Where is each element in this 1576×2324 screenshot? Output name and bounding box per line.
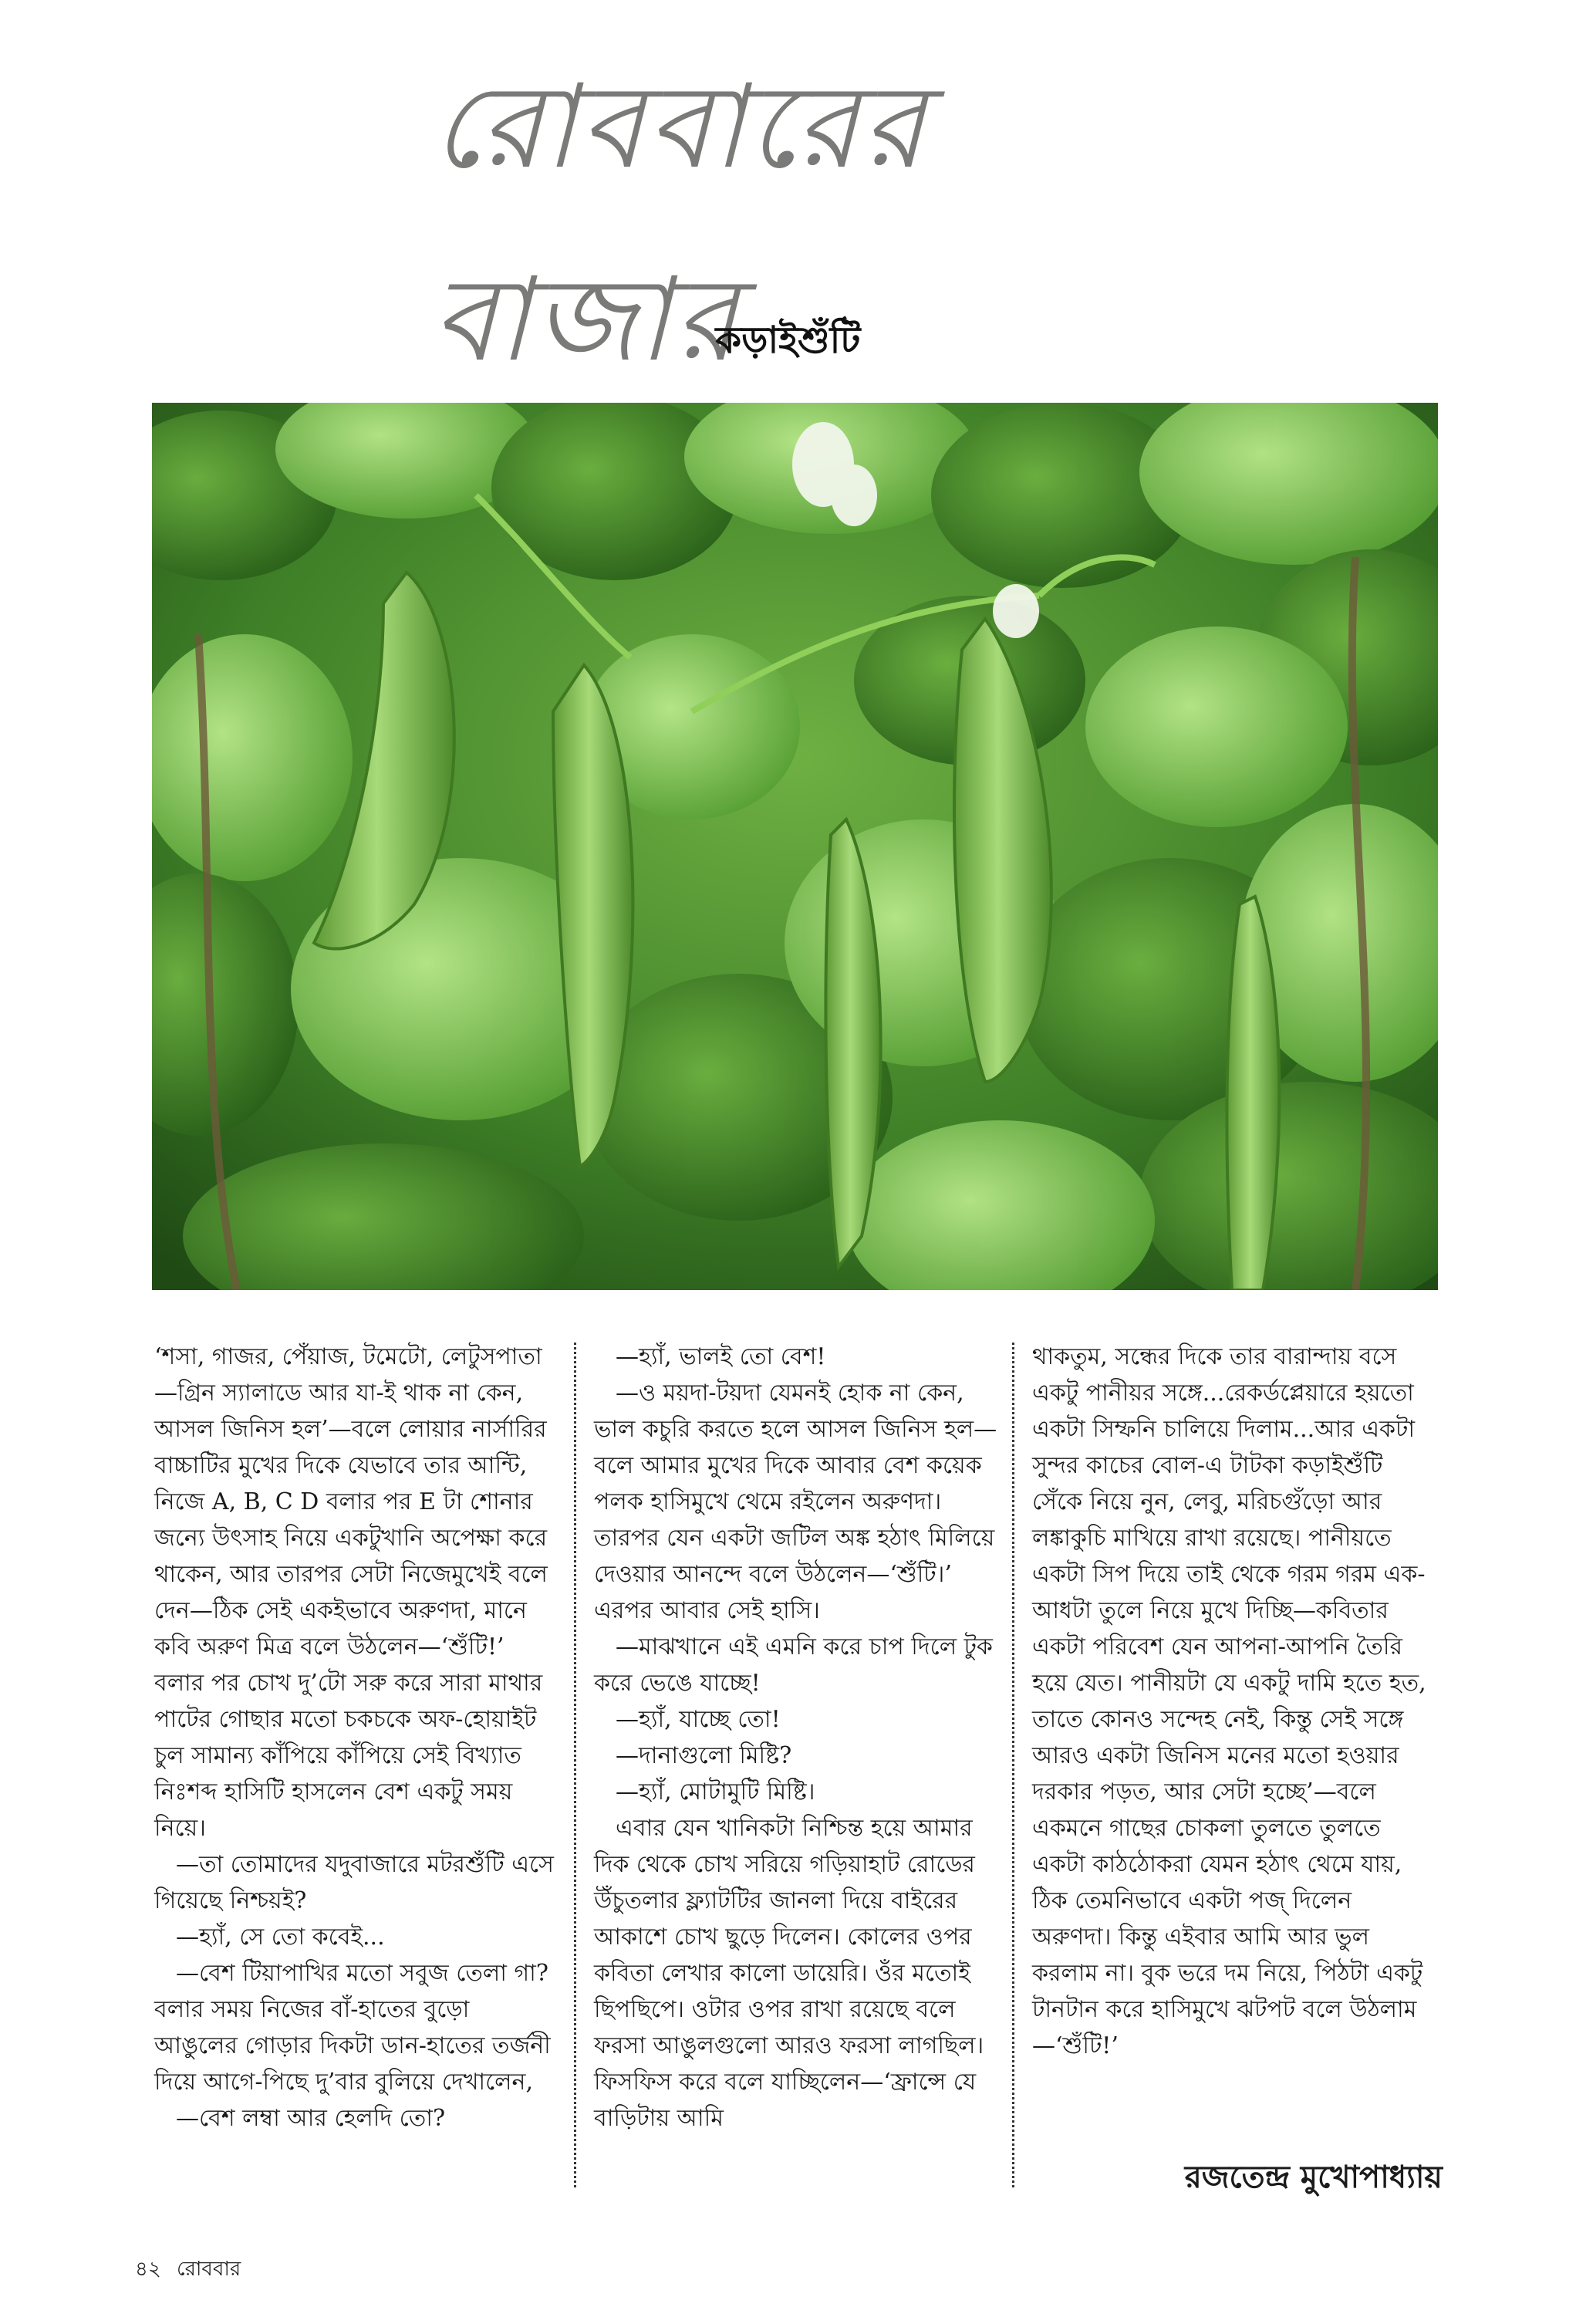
article-subtitle: কড়াইশুঁটি <box>715 319 861 362</box>
page-footer <box>135 2253 241 2287</box>
article-column-1 <box>154 1339 559 2137</box>
article-column-3 <box>1032 1339 1437 2064</box>
paragraph: —ও ময়দা-টয়দা যেমনই হোক না কেন, ভাল কচুরি করতে হলে আসল জিনিস হল—বলে আমার মুখের দিকে আবার বেশ কয়েক পলক হাসিমুখে থেমে রইলেন অরুণদা। তারপর যেন একটা জটিল অঙ্ক হঠাৎ মিলিয়ে দেওয়ার আনন্দে বলে উঠলেন—‘শুঁটি।’ এরপর আবার সেই হাসি। <box>594 1380 997 1624</box>
paragraph: —হ্যাঁ, মোটামুটি মিষ্টি। <box>616 1778 815 1805</box>
paragraph: —বেশ টিয়াপাখির মতো সবুজ তেলা গা? বলার সময় নিজের বাঁ-হাতের বুড়ো আঙুলের গোড়ার দিকটা ডান-হাতের তর্জনী দিয়ে আগে-পিছে দু’বার বুলিয়ে দেখালেন, <box>154 1960 551 2096</box>
paragraph: —হ্যাঁ, ভালই তো বেশ! <box>616 1343 826 1370</box>
pea-pods-illustration <box>152 403 1438 1290</box>
paragraph: —তা তোমাদের যদুবাজারে মটরশুঁটি এসে গিয়েছে নিশ্চয়ই? <box>154 1851 554 1914</box>
masthead-title: রোববারের বাজার <box>432 60 928 387</box>
paragraph: —দানাগুলো মিষ্টি? <box>616 1742 792 1769</box>
section-name: রোববার <box>177 2258 241 2281</box>
paragraph: —হ্যাঁ, সে তো কবেই... <box>176 1924 385 1951</box>
paragraph: এবার যেন খানিকটা নিশ্চিন্ত হয়ে আমার দিক থেকে চোখ সরিয়ে গড়িয়াহাট রোডের উঁচুতলার ফ্ল্যাটটির জানলা দিয়ে বাইরের আকাশে চোখ ছুড়ে দিলেন। কোলের ওপর কবিতা লেখার কালো ডায়েরি। ওঁর মতোই ছিপছিপে। ওটার ওপর রাখা রয়েছে বলে ফরসা আঙুলগুলো আরও ফরসা লাগছিল। ফিসফিস করে বলে যাচ্ছিলেন—‘ফ্রান্সে যে বাড়িটায় আমি <box>594 1815 984 2132</box>
paragraph: —মাঝখানে এই এমনি করে চাপ দিলে টুক করে ভেঙে যাচ্ছে! <box>594 1633 993 1697</box>
page-number: ৪২ <box>135 2258 161 2281</box>
paragraph: ‘শসা, গাজর, পেঁয়াজ, টমেটো, লেটুসপাতা—গ্রিন স্যালাডে আর যা-ই থাক না কেন, আসল জিনিস হল’—বলে লোয়ার নার্সারির বাচ্চাটির মুখের দিকে যেভাবে তার আন্টি, নিজে A, B, C D বলার পর E টা শোনার জন্যে উৎসাহ নিয়ে একটুখানি অপেক্ষা করে থাকেন, আর তারপর সেটা নিজেমুখেই বলে দেন—ঠিক সেই একইভাবে অরুণদা, মানে কবি অরুণ মিত্র বলে উঠলেন—‘শুঁটি!’ বলার পর চোখ দু’টো সরু করে সারা মাথার পাটের গোছার মতো চকচকে অফ-হোয়াইট চুল সামান্য কাঁপিয়ে কাঁপিয়ে সেই বিখ্যাত নিঃশব্দ হাসিটি হাসলেন বেশ একটু সময় নিয়ে। <box>154 1343 548 1842</box>
paragraph: থাকতুম, সন্ধের দিকে তার বারান্দায় বসে একটু পানীয়র সঙ্গে...রেকর্ডপ্লেয়ারে হয়তো একটা সিম্ফনি চালিয়ে দিলাম...আর একটা সুন্দর কাচের বোল-এ টাটকা কড়াইশুঁটি সেঁকে নিয়ে নুন, লেবু, মরিচগুঁড়ো আর লঙ্কাকুচি মাখিয়ে রাখা রয়েছে। পানীয়তে একটা সিপ দিয়ে তাই থেকে গরম গরম এক-আধটা তুলে নিয়ে মুখে দিচ্ছি—কবিতার একটা পরিবেশ যেন আপনা-আপনি তৈরি হয়ে যেত। পানীয়টা যে একটু দামি হতে হত, তাতে কোনও সন্দেহ নেই, কিন্তু সেই সঙ্গে আরও একটা জিনিস মনের মতো হওয়ার দরকার পড়ত, আর সেটা হচ্ছে’—বলে একমনে গাছের চোকলা তুলতে তুলতে একটা কাঠঠোকরা যেমন হঠাৎ থেমে যায়, ঠিক তেমনিভাবে একটা পজ্ দিলেন অরুণদা। কিন্তু এইবার আমি আর ভুল করলাম না। বুক ভরে দম নিয়ে, পিঠটা একটু টানটান করে হাসিমুখে ঝটপট বলে উঠলাম—‘শুঁটি!’ <box>1032 1343 1426 2059</box>
paragraph: —হ্যাঁ, যাচ্ছে তো! <box>616 1706 781 1733</box>
paragraph: —বেশ লম্বা আর হেলদি তো? <box>176 2105 446 2132</box>
column-divider <box>574 1343 576 2187</box>
hero-photo <box>152 403 1438 1290</box>
column-divider <box>1012 1343 1014 2187</box>
author-byline: রজতেন্দ্র মুখোপাধ্যায় <box>1184 2160 1443 2195</box>
article-column-2 <box>594 1339 999 2137</box>
